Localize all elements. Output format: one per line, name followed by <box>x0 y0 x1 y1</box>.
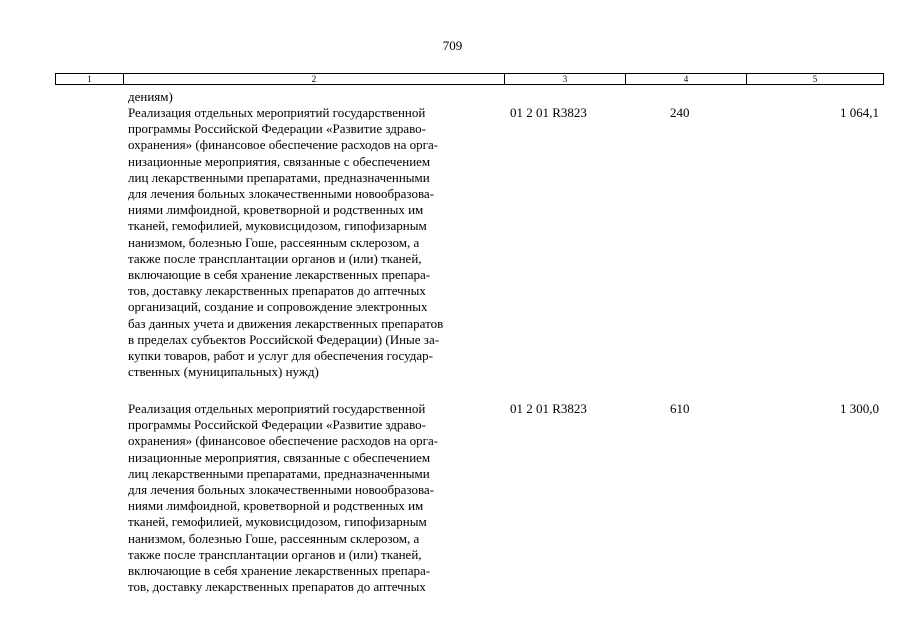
page-number: 709 <box>442 38 463 53</box>
row-description: Реализация отдельных мероприятий государственной программы Российской Федерации «Развитие здраво- охранения» (финансовое обеспечение расходов на орга- низационные мероприятия, связанные с обеспечением лиц лекарственными препаратами, предназначенными для лечения больных злокачественными новообразова- ниями лимфоидной, кроветворной и родственных им тканей, гемофилией, муковисцидозом, гипофизарным нанизмом, болезнью Гоше, рассеянным склерозом, а также после трансплантации органов и (или) тканей, включающие в себя хранение лекарственных препара- тов, доставку лекарственных препаратов до аптечных организаций, создание и сопровождение электронных баз данных учета и движения лекарственных препаратов в пределах субъектов Российской Федерации) (Иные за- купки товаров, работ и услуг для обеспечения государ- ственных (муниципальных) нужд) <box>128 105 444 380</box>
row-expense-type: 610 <box>670 401 690 416</box>
row-code: 01 2 01 R3823 <box>510 401 587 416</box>
table-header-col-3: 3 <box>505 74 626 84</box>
row-code: 01 2 01 R3823 <box>510 105 587 120</box>
table-header-col-5: 5 <box>812 74 818 84</box>
table-header-col-1: 1 <box>56 74 124 84</box>
row-expense-type: 240 <box>670 105 690 120</box>
continued-text-fragment: дениям) <box>128 89 173 104</box>
row-amount: 1 064,1 <box>840 105 879 120</box>
row-description: Реализация отдельных мероприятий государственной программы Российской Федерации «Развитие здраво- охранения» (финансовое обеспечение расходов на орга- низационные мероприятия, связанные с обеспечением лиц лекарственными препаратами, предназначенными для лечения больных злокачественными новообразова- ниями лимфоидной, кроветворной и родственных им тканей, гемофилией, муковисцидозом, гипофизарным нанизмом, болезнью Гоше, рассеянным склерозом, а также после трансплантации органов и (или) тканей, включающие в себя хранение лекарственных препара- тов, доставку лекарственных препаратов до аптечных <box>128 401 439 595</box>
table-header-row <box>55 73 884 85</box>
table-header-col-2: 2 <box>124 74 505 84</box>
row-amount: 1 300,0 <box>840 401 879 416</box>
table-header-col-4: 4 <box>626 74 747 84</box>
